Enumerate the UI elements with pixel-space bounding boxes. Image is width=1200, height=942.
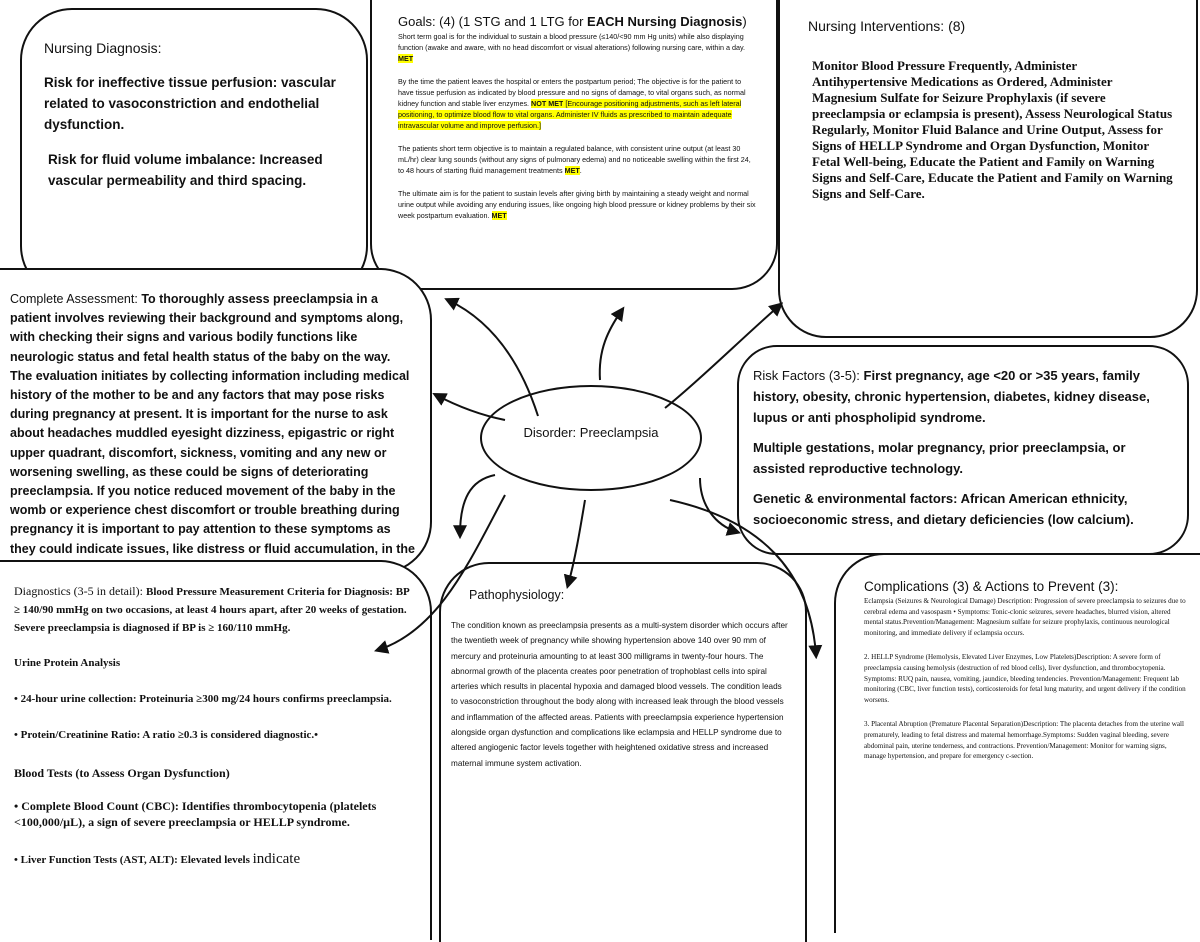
disorder-label: Disorder: Preeclampsia [523, 424, 659, 440]
goals-title-bold: EACH Nursing Diagnosis [587, 14, 743, 29]
goal-4-text: The ultimate aim is for the patient to sustain levels after giving birth by maintaining a steady weight and normal urine output while avoiding any enduring issues, like ongoing high blood pressure or kidney problems by their six week postpartum evaluation. [398, 189, 756, 220]
liver-function-tests [14, 852, 412, 867]
complications-box [834, 553, 1200, 933]
goal-3-status: MET [564, 166, 580, 175]
liver-function-tests-text: • Liver Function Tests (AST, ALT): Elevated levels [14, 854, 253, 866]
disorder-ellipse [480, 385, 702, 491]
nursing-interventions-box [778, 0, 1198, 338]
pathophysiology-title: Pathophysiology: [469, 588, 565, 602]
nursing-diagnosis-item-2: Risk for fluid volume imbalance: Increased vascular permeability and third spacing. [48, 152, 323, 188]
liver-function-tests-tail: indicate [252, 851, 301, 867]
risk-factors-item-2: Multiple gestations, molar pregnancy, prior preeclampsia, or assisted reproductive technology. [753, 440, 1126, 476]
goal-3-note: . [579, 166, 582, 175]
nursing-diagnosis-box [20, 8, 368, 298]
goal-3-text: The patients short term objective is to maintain a regulated balance, with consistent urine output (at least 30 mL/hr) clear lung sounds (without any signs of pulmonary edema) and no noticeable swelling within the first 24, to 48 hours of starting fluid management treatments [398, 144, 751, 175]
goal-1-text: Short term goal is for the individual to sustain a blood pressure (≤140/<90 mm Hg units) while also displaying function (awake and aware, with no head discomfort or visual alterations) following nursing care, within a day. [398, 32, 746, 52]
goal-2-status: NOT MET [531, 99, 564, 108]
complications-title: Complications (3) & Actions to Prevent (3): [864, 579, 1119, 594]
urine-protein-heading: Urine Protein Analysis [14, 657, 121, 669]
goal-4 [398, 188, 758, 221]
risk-factors-first-text: First pregnancy, age <20 or >35 years, family history, obesity, chronic hypertension, diabetes, kidney disease, lupus or anti phospholipid syndrome. [753, 368, 1150, 425]
goal-1 [398, 31, 758, 64]
complete-assessment-title: Complete Assessment: [10, 292, 142, 306]
protein-creatinine-ratio: • Protein/Creatinine Ratio: A ratio ≥0.3 is considered diagnostic.• [14, 729, 319, 741]
nursing-diagnosis-title: Nursing Diagnosis: [44, 40, 162, 56]
blood-tests-heading: Blood Tests (to Assess Organ Dysfunction) [14, 766, 230, 780]
complete-assessment-body: To thoroughly assess preeclampsia in a patient involves reviewing their background and symptoms along, with checking their signs and various bodily functions like neurologic status and fetal health status of the baby on the way. The evaluation initiates by collecting information including medical history of the mother to be and any factors that may pose risks during pregnancy at present. It is important for the nurse to ask about headaches muddled eyesight dizziness, epigastric or right upper quadrant, discomfort, sickness, vomiting and any new or worsening swelling, as these could be signs of deteriorating preeclampsia. If you notice reduced movement of the baby in the womb or experience chest discomfort or trouble breathing during pregnancy it is important to pay attention to these symptoms as they could indicate issues, like distress or fluid accumulation, in the [10, 292, 415, 556]
diagnostics-criteria: Blood Pressure Measurement Criteria for Diagnosis: BP ≥ 140/90 mmHg on two occasions, at least 4 hours apart, after 20 weeks of gestation. Severe preeclampsia is diagnosed if BP is ≥ 160/110 mmHg. [14, 586, 410, 634]
nursing-interventions-body: Monitor Blood Pressure Frequently, Administer Antihypertensive Medications as Ordered, Administer Magnesium Sulfate for Seizure Prophylaxis (if severe preeclampsia or eclampsia is present), Assess Neurological Status Regularly, Monitor Fluid Balance and Urine Output, Assess for Signs of HELLP Syndrome and Organ Dysfunction, Monitor Fetal Well-being, Educate the Patient and Family on Warning Signs and Self-Care, Educate the Patient and Family on Warning Signs and Self-Care. [812, 58, 1173, 201]
arrow-to-assessment-lower [460, 475, 495, 535]
diagnostics-title: Diagnostics (3-5 in detail): [14, 584, 146, 598]
urine-24h-collection: • 24-hour urine collection: Proteinuria ≥300 mg/24 hours confirms preeclampsia. [14, 693, 392, 705]
diagnostics-box [0, 560, 432, 940]
pathophysiology-box [439, 562, 807, 942]
risk-factors-item-3: Genetic & environmental factors: African American ethnicity, socioeconomic stress, and dietary deficiencies (low calcium). [753, 491, 1134, 527]
nursing-diagnosis-item-1: Risk for ineffective tissue perfusion: vascular related to vasoconstriction and endothelial dysfunction. [44, 75, 336, 132]
diagnostics-criteria-para [14, 582, 412, 636]
arrow-to-goals-center [600, 310, 622, 380]
cbc-test: • Complete Blood Count (CBC): Identifies thrombocytopenia (platelets <100,000/µL), a sign of severe preeclampsia or HELLP syndrome. [14, 799, 377, 829]
complication-placental-abruption: 3. Placental Abruption (Premature Placental Separation)Description: The placenta detaches from the uterine wall prematurely, leading to fetal distress and maternal hemorrhage.Symptoms: Sudden vaginal bleeding, severe abdominal pain, uterine tenderness, and contractions. Prevention/Management: Monitor for warning signs, manage hypertension, and prepare for emergency c-section. [864, 720, 1184, 761]
arrow-to-risk-factors [700, 478, 737, 532]
complete-assessment-box [0, 268, 432, 574]
complication-eclampsia: Eclampsia (Seizures & Neurological Damage) Description: Progression of severe preeclampsia to seizures due to cerebral edema and vasospasm • Symptoms: Tonic-clonic seizures, severe headaches, blurred vision, altered mental status.Prevention/Management: Magnesium sulfate for seizure prophylaxis, continuous neurological monitoring, and immediate delivery if eclampsia occurs. [864, 597, 1186, 637]
complication-hellp: 2. HELLP Syndrome (Hemolysis, Elevated Liver Enzymes, Low Platelets)Description: A severe form of preeclampsia causing hemolysis (destruction of red blood cells), liver dysfunction, and thrombocytopenia. Symptoms: RUQ pain, nausea, vomiting, jaundice, bleeding tendencies. Prevention/Management: Frequent lab monitoring (CBC, liver function tests), corticosteroids for fetal lung maturity, and urgent delivery if the condition worsens. [864, 653, 1186, 704]
goals-box [370, 0, 778, 290]
goals-title-prefix: Goals: (4) (1 STG and 1 LTG for [398, 14, 588, 29]
complete-assessment-text [10, 290, 416, 574]
risk-factors-first [753, 365, 1173, 428]
goals-title [398, 14, 758, 29]
risk-factors-title: Risk Factors (3-5): [753, 368, 864, 383]
goal-2-note: [Encourage positioning adjustments, such as left lateral positioning, to optimize blood flow to vital organs. Administer IV fluids as prescribed to maintain adequate intravascular volume and improve perfusion.] [398, 99, 742, 130]
pathophysiology-body: The condition known as preeclampsia presents as a multi-system disorder which occurs after the twentieth week of pregnancy while showing hypertension above 140 over 90 mm of mercury and proteinuria amounting to at least 300 milligrams in twenty-four hours. The abnormal growth of the placenta creates poor penetration of trophoblast cells into spiral arteries which results in placental hypoxia and damaged blood vessels. The condition leads to vasoconstriction throughout the body along with increased leak through the blood vessels and inflammation of the affected areas. Patients with preeclampsia experience hypertension alongside organ dysfunction and complications like eclampsia and HELLP syndrome due to altered angiogenic factor levels together with heightened oxidative stress and increased maternal immune system activation. [451, 621, 788, 768]
goal-1-status: MET [398, 54, 414, 63]
goal-3 [398, 143, 758, 176]
risk-factors-box [737, 345, 1189, 555]
goal-4-status: MET [491, 211, 507, 220]
goal-2 [398, 76, 758, 131]
goal-2-text: By the time the patient leaves the hospital or enters the postpartum period; The objective is for the patient to have tissue perfusion as indicated by blood pressure and no signs of damage, to vital organs such, as normal kidney function and stable liver enzymes. [398, 77, 746, 108]
nursing-interventions-title: Nursing Interventions: (8) [808, 18, 966, 34]
goals-title-suffix: ) [742, 14, 747, 29]
